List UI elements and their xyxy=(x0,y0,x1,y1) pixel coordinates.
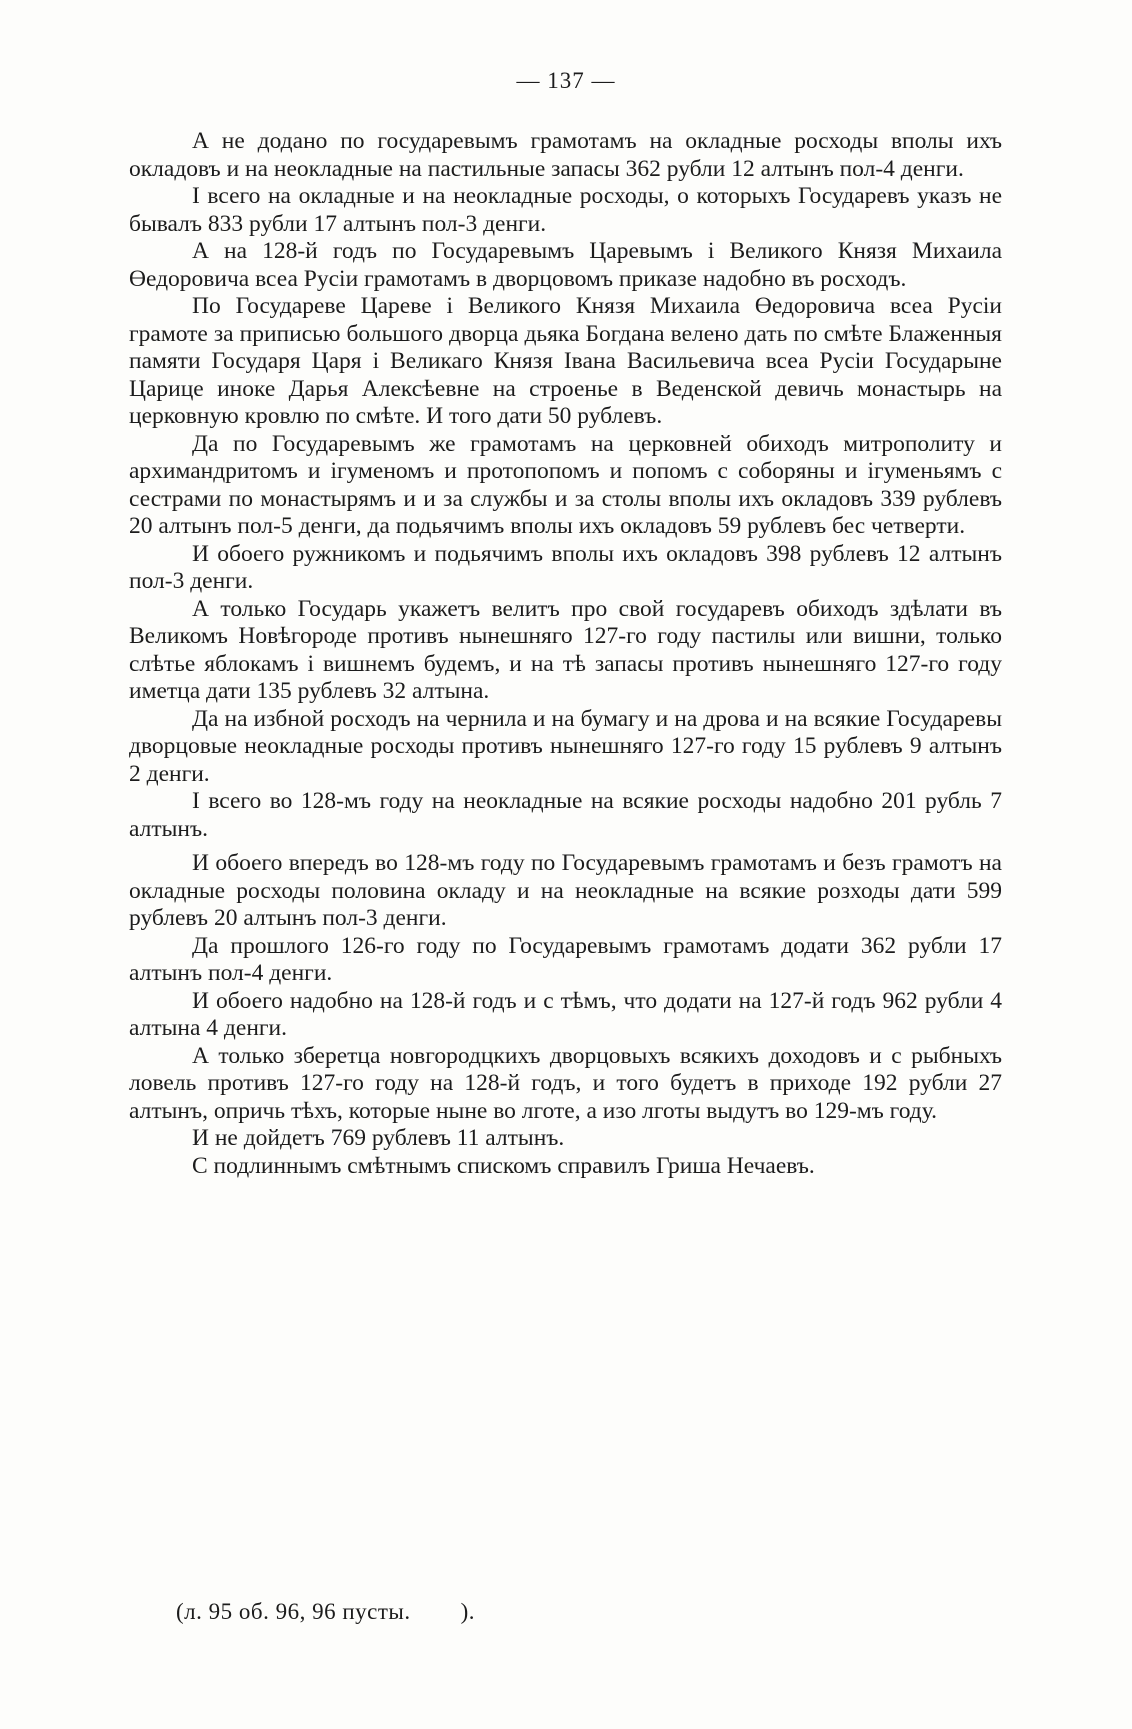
paragraph: И обоего впередъ во 128-мъ году по Государевымъ грамотамъ и безъ грамотъ на окладные росходы половина окладу и на неокладные на всякие розходы дати 599 рублевъ 20 алтынъ пол-3 денги. xyxy=(129,850,1002,931)
paragraph: I всего на окладные и на неокладные росходы, о которыхъ Государевъ указъ не бывалъ 833 рубли 17 алтынъ пол-3 денги. xyxy=(129,183,1002,237)
paragraph: Да прошлого 126-го году по Государевымъ грамотамъ додати 362 рубли 17 алтынъ пол-4 денги. xyxy=(129,932,1002,986)
paragraph: С подлиннымъ смѣтнымъ спискомъ справилъ Гриша Нечаевъ. xyxy=(192,1152,815,1179)
paragraph: И обоего ружникомъ и подьячимъ вполы ихъ окладовъ 398 рублевъ 12 алтынъ пол-3 денги. xyxy=(129,540,1002,594)
paragraph: И обоего надобно на 128-й годъ и с тѣмъ, что додати на 127-й годъ 962 рубли 4 алтына 4 денги. xyxy=(129,987,1002,1041)
paragraph: А не додано по государевымъ грамотамъ на окладные росходы вполы ихъ окладовъ и на неокладные на пастильные запасы 362 рубли 12 алтынъ пол-4 денги. xyxy=(129,128,1002,182)
paragraph: Да на избной росходъ на чернила и на бумагу и на дрова и на всякие Государевы дворцовые неокладные росходы противъ нынешняго 127-го году 15 рублевъ 9 алтынъ 2 денги. xyxy=(129,705,1002,787)
archival-footnote: (л. 95 об. 96, 96 пусты. ). xyxy=(176,1599,476,1624)
paragraph: А только Государь укажетъ велитъ про свой государевъ обиходъ здѣлати въ Великомъ Новѣгороде противъ нынешняго 127-го году пастилы или вишни, только слѣтье яблокамъ і вишнемъ будемъ, и на тѣ запасы противъ нынешняго 127-го году иметца дати 135 рублевъ 32 алтына. xyxy=(129,595,1002,704)
paragraph: Да по Государевымъ же грамотамъ на церковней обиходъ митрополиту и архимандритомъ и ігуменомъ и протопопомъ и попомъ с соборяны и ігуменьямъ с сестрами по монастырямъ и и за службы и за столы вполы ихъ окладовъ 339 рублевъ 20 алтынъ пол-5 денги, да подьячимъ вполы ихъ окладовъ 59 рублевъ бес четверти. xyxy=(129,430,1002,539)
paragraph: А на 128-й годъ по Государевымъ Царевымъ і Великого Князя Михаила Өедоровича всеа Русіи грамотамъ в дворцовомъ приказе надобно въ росходъ. xyxy=(129,238,1002,292)
paragraph: I всего во 128-мъ году на неокладные на всякие росходы надобно 201 рубль 7 алтынъ. xyxy=(129,788,1002,842)
body-text xyxy=(129,128,1002,1180)
page-number: — 137 — xyxy=(516,68,616,93)
paragraph: И не дойдетъ 769 рублевъ 11 алтынъ. xyxy=(192,1125,565,1151)
paragraph: А только зберетца новгородцкихъ дворцовыхъ всякихъ доходовъ и с рыбныхъ ловель противъ 127-го году на 128-й годъ, и того будетъ в приходе 192 рубли 27 алтынъ, опричь тѣхъ, которые ныне во лготе, а изо лготы выдутъ во 129-мъ году. xyxy=(129,1042,1002,1124)
paragraph: По Государеве Цареве і Великого Князя Михаила Өедоровича всеа Русіи грамоте за приписью большого дворца дьяка Богдана велено дать по смѣте Блаженныя памяти Государя Царя і Великаго Князя Івана Васильевича всеа Русіи Государыне Царице иноке Дарья Алексѣевне на строенье в Веденской девичь монастырь на церковную кровлю по смѣте. И того дати 50 рублевъ. xyxy=(129,293,1002,429)
